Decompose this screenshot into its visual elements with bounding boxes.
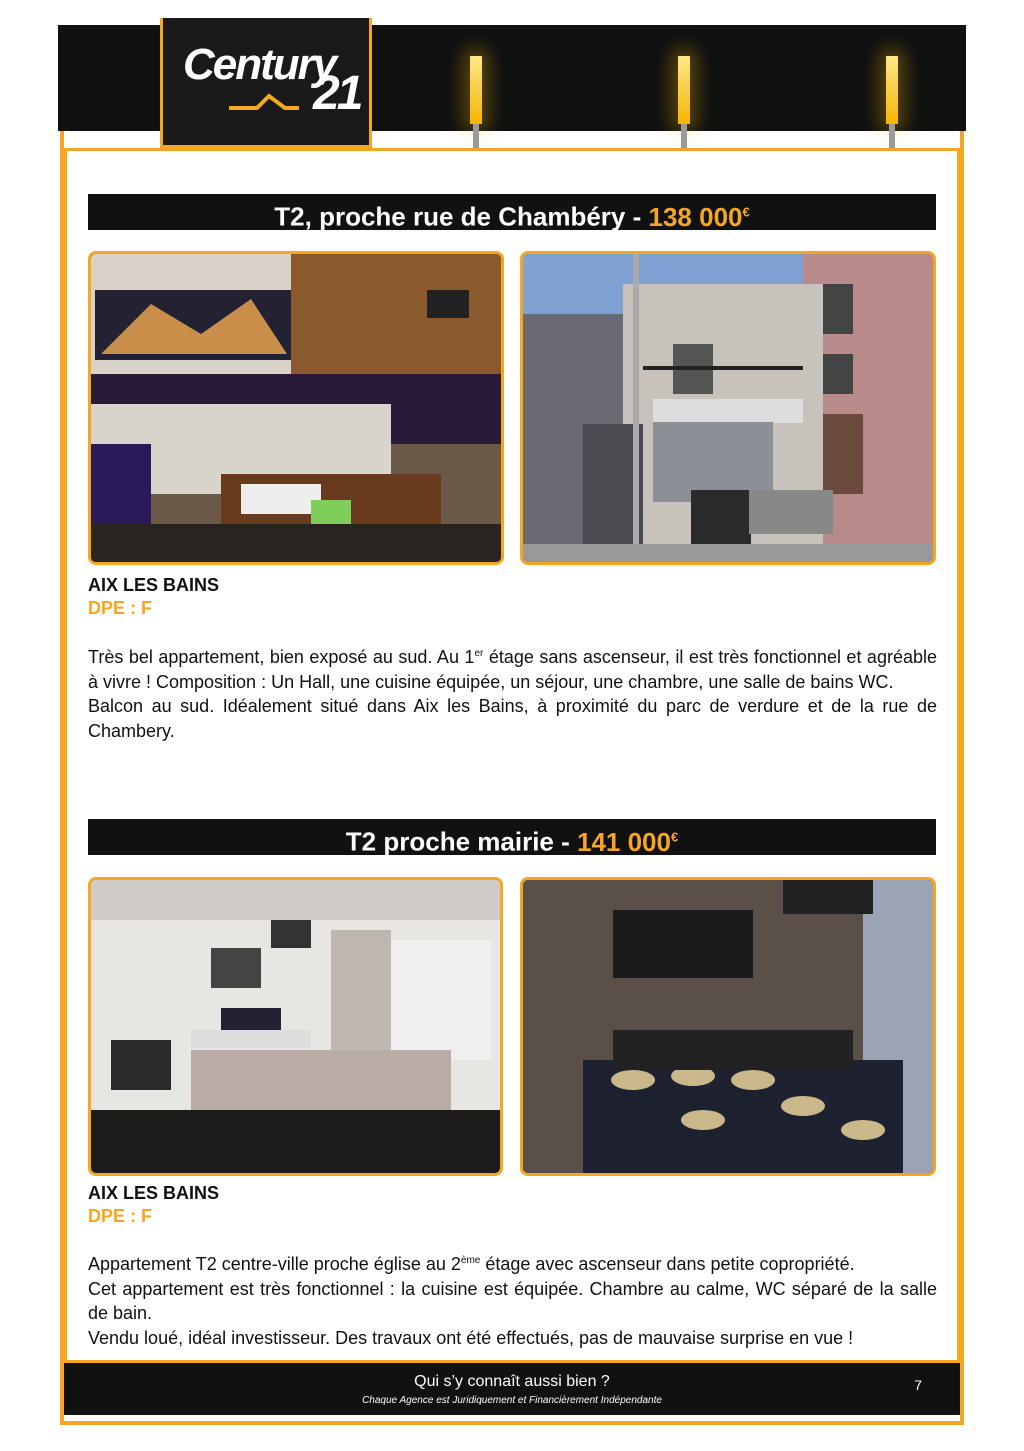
price-currency: € xyxy=(742,204,750,219)
house-roof-icon xyxy=(229,92,299,110)
living-room-2-illustration xyxy=(91,880,500,1173)
price-value: 138 000 xyxy=(648,201,743,232)
footer-slogan: Qui s’y connaît aussi bien ? xyxy=(414,1373,610,1390)
listing-title: T2, proche rue de Chambéry - xyxy=(274,201,649,232)
spotlight-decoration xyxy=(678,56,690,124)
listing-price xyxy=(577,827,678,857)
listing-dpe: DPE : F xyxy=(88,1206,153,1226)
spotlight-post xyxy=(889,124,895,148)
footer-legal-notice: Chaque Agence est Juridiquement et Financièrement Indépendante xyxy=(362,1395,662,1406)
price-currency: € xyxy=(670,829,679,844)
description-superscript: ème xyxy=(460,1255,481,1266)
listing-title: T2 proche mairie - xyxy=(345,826,577,857)
spotlight-decoration xyxy=(470,56,482,124)
listing-dpe: DPE : F xyxy=(88,598,153,618)
description-text: Très bel appartement, bien exposé au sud. Au 1 xyxy=(88,647,475,667)
page-number: 7 xyxy=(914,1377,922,1393)
listing-photo-living-room-2 xyxy=(88,877,503,1176)
listing-photo-living-room xyxy=(88,251,504,565)
description-paragraph: Vendu loué, idéal investisseur. Des travaux ont été effectués, pas de mauvaise surprise en vue ! xyxy=(88,1327,854,1348)
spotlight-post xyxy=(681,124,687,148)
spotlight-decoration xyxy=(886,56,898,124)
listing-price xyxy=(649,202,750,232)
listing-photo-bedroom xyxy=(520,877,936,1176)
description-text: étage sans ascenseur, il est très fonctionnel et agréable à vivre ! Composition : Un Hall, une cuisine équipée, un séjour, une chambre, une salle de bains WC. xyxy=(88,647,937,692)
page-footer xyxy=(64,1363,960,1415)
description-paragraph: Cet appartement est très fonctionnel : la cuisine est équipée. Chambre au calme, WC séparé de la salle de bain. xyxy=(88,1278,937,1323)
living-room-illustration xyxy=(91,254,501,562)
description-paragraph: Balcon au sud. Idéalement situé dans Aix les Bains, à proximité du parc de verdure et de la rue de Chambery. xyxy=(88,696,937,741)
century21-logo xyxy=(160,18,372,148)
description-paragraph xyxy=(88,1249,937,1277)
description-paragraph xyxy=(88,642,937,694)
listing-description xyxy=(88,642,937,743)
description-text: Appartement T2 centre-ville proche église au 2 xyxy=(88,1254,461,1274)
spotlight-post xyxy=(473,124,479,148)
logo-wordmark: Century xyxy=(183,40,336,89)
listing-photo-building xyxy=(520,251,936,565)
listing-title-bar xyxy=(88,819,936,855)
logo-number: 21 xyxy=(313,67,361,120)
listing-description xyxy=(88,1249,937,1350)
description-text: étage avec ascenseur dans petite copropriété. xyxy=(480,1254,855,1274)
listing-city: AIX LES BAINS xyxy=(88,575,220,595)
description-superscript: er xyxy=(474,648,484,659)
listing-city: AIX LES BAINS xyxy=(88,1183,220,1203)
building-illustration xyxy=(523,254,933,562)
listing-title-bar xyxy=(88,194,936,230)
price-value: 141 000 xyxy=(576,826,671,857)
bedroom-illustration xyxy=(523,880,933,1173)
